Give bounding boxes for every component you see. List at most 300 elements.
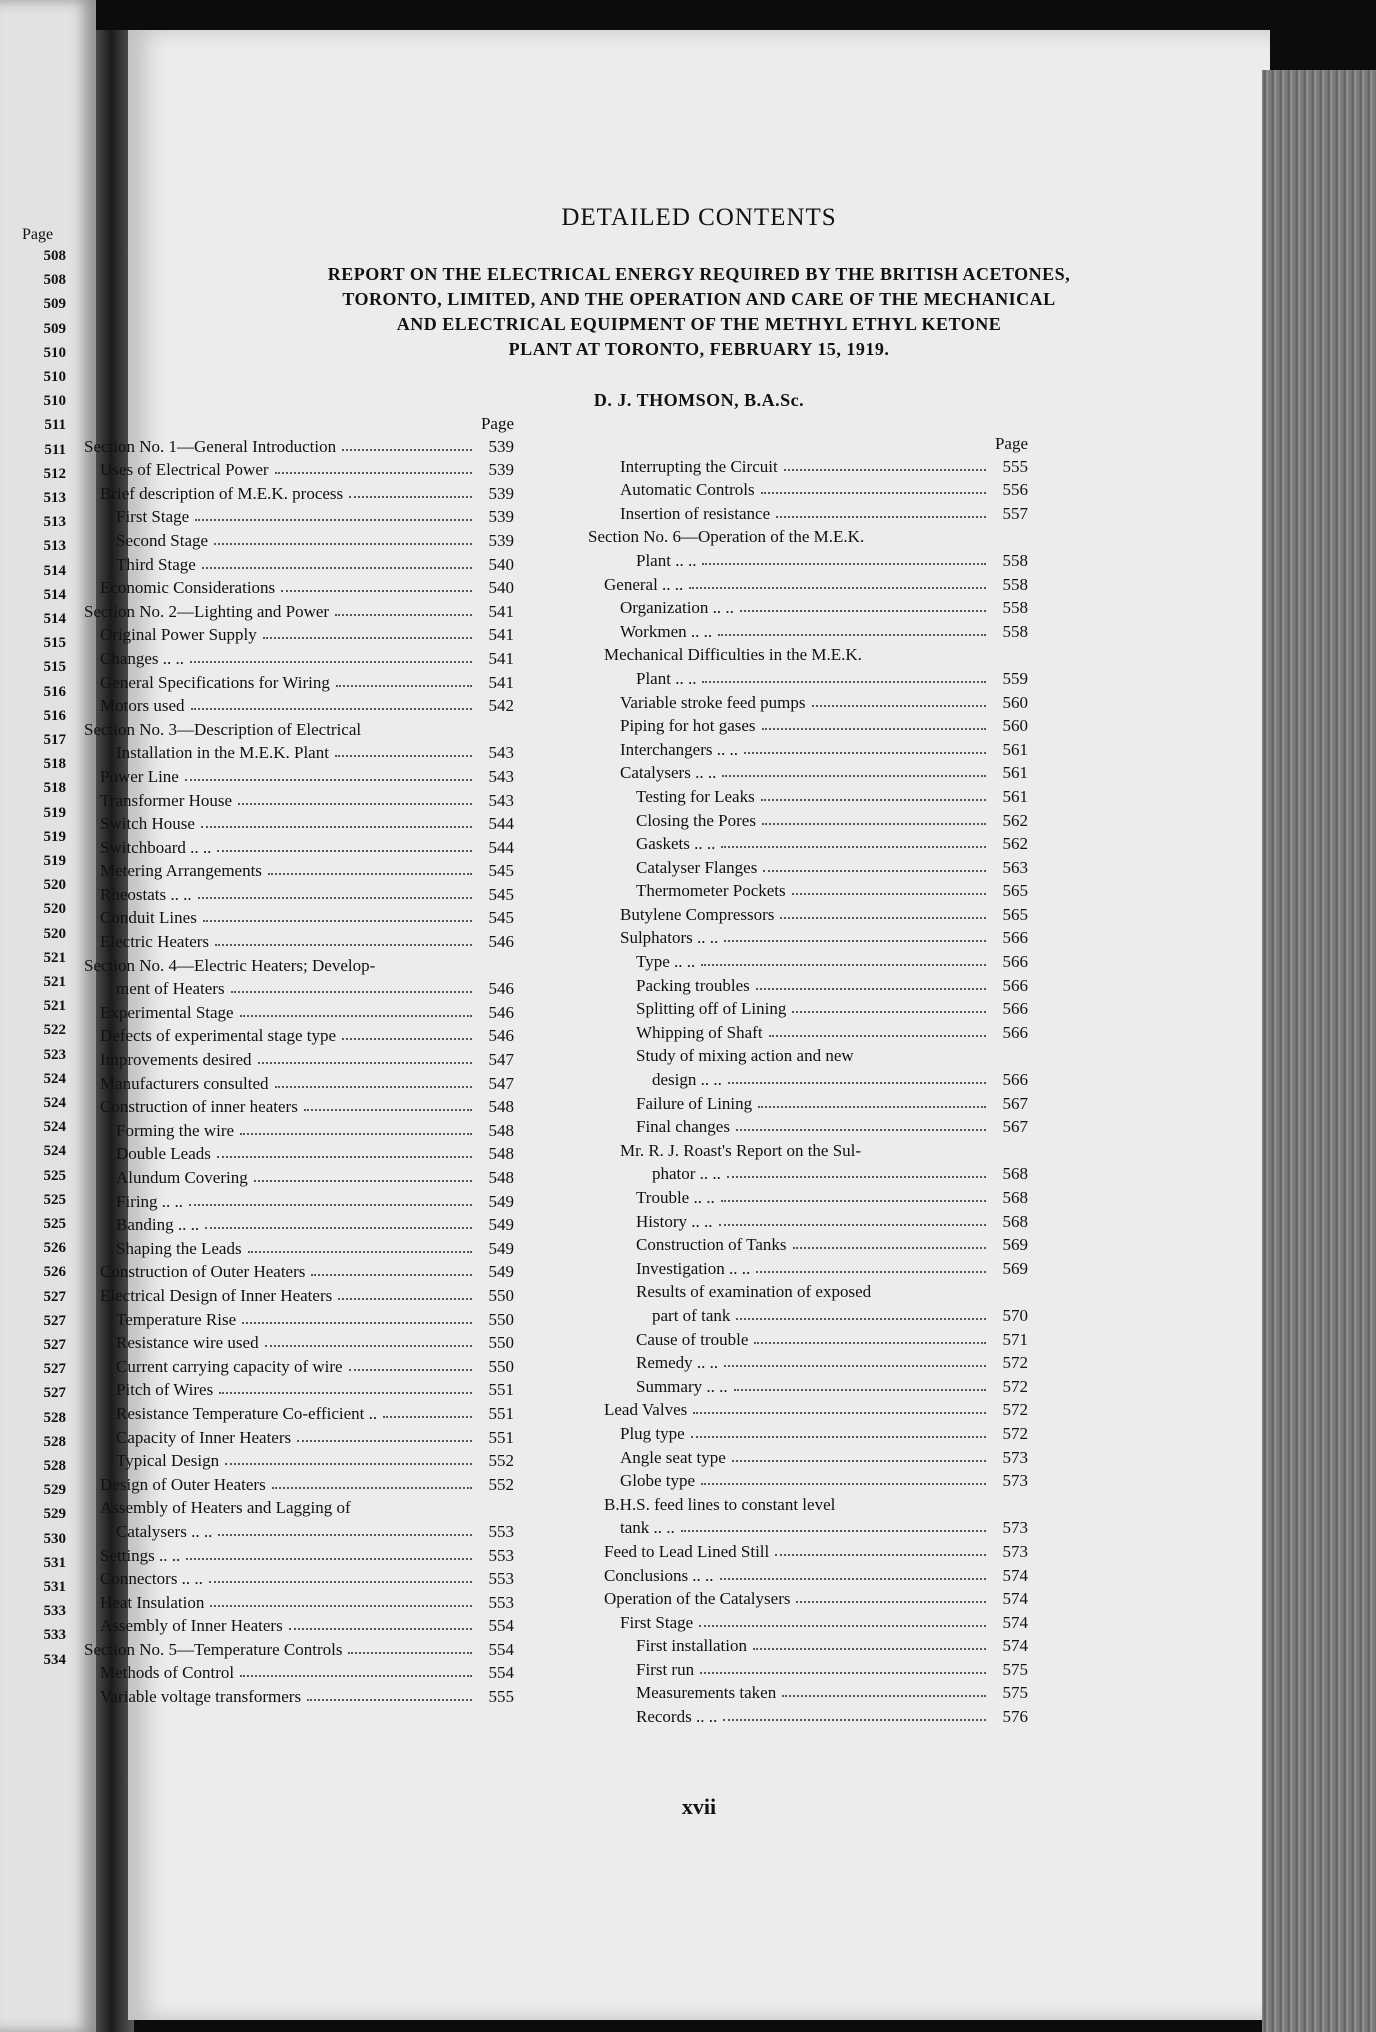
entry-page-number: 547 — [488, 1073, 514, 1093]
contents-entry — [84, 1661, 514, 1685]
contents-entry — [84, 505, 514, 529]
entry-page-number: 552 — [488, 1451, 514, 1471]
entry-page-number: 539 — [488, 436, 514, 456]
entry-page-number: 545 — [488, 908, 514, 928]
contents-entry — [588, 1539, 1028, 1563]
contents-entry — [588, 1445, 1028, 1469]
contents-entry — [588, 1233, 1028, 1257]
entry-title: Closing the Pores — [636, 810, 756, 830]
entry-title: Typical Design — [116, 1451, 220, 1471]
dot-leader — [721, 1200, 986, 1202]
entry-page-number: 559 — [1002, 668, 1028, 688]
entry-page-number: 551 — [488, 1427, 514, 1447]
contents-entry — [84, 646, 514, 670]
entry-page-number: 543 — [488, 790, 514, 810]
entry-page-number: 575 — [1002, 1659, 1028, 1679]
facing-page-number: 524 — [43, 1070, 66, 1087]
contents-entry — [588, 832, 1028, 856]
entry-title: Variable stroke feed pumps — [620, 692, 806, 712]
entry-title: Experimental Stage — [100, 1002, 234, 1022]
entry-page-number: 554 — [488, 1639, 514, 1659]
entry-page-number: 539 — [488, 460, 514, 480]
entry-page-number: 570 — [1002, 1305, 1028, 1325]
entry-title: Forming the wire — [116, 1120, 235, 1140]
contents-entry — [588, 1681, 1028, 1705]
contents-entry — [588, 879, 1028, 903]
facing-page-number: 519 — [43, 853, 66, 869]
entry-title: Butylene Compressors — [620, 904, 775, 924]
entry-page-number: 558 — [1002, 598, 1028, 618]
entry-page-number: 571 — [1002, 1329, 1028, 1349]
entry-page-number: 540 — [488, 554, 514, 574]
entry-title: Conclusions .. .. — [604, 1565, 714, 1585]
dot-leader — [720, 1578, 986, 1580]
dot-leader — [248, 1251, 472, 1253]
dot-leader — [240, 1015, 472, 1017]
facing-page-number: 526 — [43, 1264, 66, 1281]
entry-page-number: 548 — [488, 1120, 514, 1140]
entry-title: Catalysers .. .. — [620, 763, 717, 783]
entry-page-number: 572 — [1002, 1423, 1028, 1443]
contents-entry — [84, 1472, 514, 1496]
contents-entry — [84, 1236, 514, 1260]
contents-entry — [588, 1492, 1028, 1516]
entry-page-number: 551 — [488, 1380, 514, 1400]
entry-page-number: 558 — [1002, 574, 1028, 594]
dot-leader — [693, 1412, 986, 1414]
contents-entry — [588, 643, 1028, 667]
dot-leader — [699, 1625, 986, 1627]
dot-leader — [217, 850, 472, 852]
contents-entry — [588, 1162, 1028, 1186]
entry-title: Defects of experimental stage type — [100, 1026, 337, 1046]
entry-title: Assembly of Heaters and Lagging of — [100, 1498, 351, 1518]
facing-page-number: 513 — [43, 514, 66, 531]
contents-entry — [84, 929, 514, 953]
contents-entry — [84, 623, 514, 647]
facing-page-number: 520 — [43, 877, 66, 894]
entry-title: Type .. .. — [636, 952, 696, 972]
facing-page-number: 518 — [43, 756, 66, 773]
dot-leader — [311, 1274, 472, 1276]
entry-title: design .. .. — [652, 1070, 722, 1090]
dot-leader — [719, 1224, 987, 1226]
entry-title: Section No. 1—General Introduction — [84, 436, 337, 456]
entry-title: Insertion of resistance — [620, 503, 771, 523]
entry-page-number: 565 — [1002, 881, 1028, 901]
entry-page-number: 543 — [488, 743, 514, 763]
contents-entry — [588, 1657, 1028, 1681]
contents-column-right — [588, 434, 1028, 1728]
facing-page-number: 515 — [43, 659, 66, 676]
contents-entry — [84, 1047, 514, 1071]
facing-page-number: 514 — [43, 611, 66, 627]
contents-entry — [588, 997, 1028, 1021]
contents-entry — [588, 902, 1028, 926]
contents-entry — [84, 1118, 514, 1142]
contents-entry — [84, 812, 514, 836]
entry-page-number: 562 — [1002, 834, 1028, 854]
contents-entry — [588, 525, 1028, 549]
dot-leader — [265, 1345, 472, 1347]
contents-entry — [588, 1398, 1028, 1422]
facing-page-number: 520 — [43, 901, 66, 918]
entry-title: Methods of Control — [100, 1663, 235, 1683]
contents-entry — [588, 1563, 1028, 1587]
facing-page-number: 520 — [43, 925, 66, 942]
contents-entry — [588, 619, 1028, 643]
contents-entry — [84, 1401, 514, 1425]
facing-page-number: 530 — [43, 1530, 66, 1547]
facing-page-number: 515 — [43, 635, 66, 652]
entry-page-number: 554 — [488, 1616, 514, 1636]
page-title: DETAILED CONTENTS — [561, 204, 837, 231]
facing-page-number: 516 — [43, 683, 66, 700]
dot-leader — [701, 1483, 986, 1485]
entry-title: Section No. 6—Operation of the M.E.K. — [588, 527, 865, 547]
entry-title: Capacity of Inner Heaters — [116, 1427, 292, 1447]
dot-leader — [201, 826, 472, 828]
contents-entry — [84, 764, 514, 788]
entry-page-number: 541 — [488, 648, 514, 668]
entry-page-number: 555 — [1002, 456, 1028, 476]
contents-entry — [84, 882, 514, 906]
contents-entry — [84, 1449, 514, 1473]
contents-entry — [84, 1213, 514, 1237]
facing-page-number: 534 — [43, 1651, 66, 1668]
contents-entry — [84, 1024, 514, 1048]
dot-leader — [756, 1271, 986, 1273]
dot-leader — [218, 1534, 472, 1536]
entry-title: Settings .. .. — [100, 1545, 181, 1565]
facing-page-number: 529 — [43, 1482, 66, 1499]
contents-entry — [84, 1496, 514, 1520]
entry-page-number: 546 — [488, 1026, 514, 1046]
contents-entry — [84, 1637, 514, 1661]
facing-page-number: 522 — [43, 1022, 66, 1039]
dot-leader — [335, 614, 472, 616]
entry-page-number: 554 — [488, 1663, 514, 1683]
facing-page-number: 519 — [43, 804, 66, 821]
dot-leader — [335, 755, 472, 757]
dot-leader — [689, 587, 986, 589]
entry-title: Uses of Electrical Power — [100, 460, 269, 480]
entry-page-number: 548 — [488, 1144, 514, 1164]
dot-leader — [761, 492, 986, 494]
contents-entry — [84, 599, 514, 623]
facing-page-number: 525 — [43, 1191, 66, 1208]
entry-title: Metering Arrangements — [100, 861, 262, 881]
facing-page-number: 528 — [43, 1433, 66, 1450]
entry-page-number: 574 — [1002, 1565, 1028, 1585]
entry-title: First run — [636, 1659, 695, 1679]
dot-leader — [219, 1392, 472, 1394]
facing-page-number: 525 — [43, 1167, 66, 1184]
facing-page-number: 510 — [43, 393, 66, 410]
entry-title: Pitch of Wires — [116, 1380, 214, 1400]
facing-page-number: 518 — [43, 780, 66, 797]
page-number: xvii — [681, 1794, 717, 1819]
entry-title: General Specifications for Wiring — [100, 672, 330, 692]
facing-page-number: 509 — [43, 296, 66, 313]
contents-entry — [84, 694, 514, 718]
facing-page-number: 525 — [43, 1216, 66, 1232]
dot-leader — [189, 1204, 472, 1206]
dot-leader — [263, 637, 472, 639]
entry-page-number: 552 — [488, 1474, 514, 1494]
entry-title: Section No. 5—Temperature Controls — [84, 1639, 343, 1659]
entry-page-number: 549 — [488, 1215, 514, 1235]
entry-title: Electrical Design of Inner Heaters — [100, 1285, 333, 1305]
facing-page-number: 513 — [43, 538, 66, 555]
entry-title: Thermometer Pockets — [636, 881, 786, 901]
entry-page-number: 544 — [488, 814, 514, 834]
dot-leader — [736, 1129, 986, 1131]
dot-leader — [758, 1106, 986, 1108]
entry-title: First installation — [636, 1636, 747, 1656]
contents-entry — [84, 1142, 514, 1166]
entry-page-number: 539 — [488, 530, 514, 550]
entry-page-number: 548 — [488, 1097, 514, 1117]
facing-page-number: 510 — [43, 369, 66, 385]
entry-title: Construction of inner heaters — [100, 1097, 298, 1117]
entry-page-number: 546 — [488, 979, 514, 999]
facing-page-number: 508 — [43, 272, 66, 289]
facing-page-number: 524 — [43, 1095, 66, 1111]
dot-leader — [724, 1365, 986, 1367]
contents-entry — [588, 1587, 1028, 1611]
dot-leader — [275, 1086, 472, 1088]
contents-entry — [84, 788, 514, 812]
entry-title: Banding .. .. — [116, 1215, 200, 1235]
facing-page-number: 521 — [43, 949, 66, 966]
facing-page-number: 512 — [43, 465, 66, 482]
contents-entry — [588, 1303, 1028, 1327]
entry-title: Workmen .. .. — [620, 621, 713, 641]
entry-title: Organization .. .. — [620, 598, 734, 618]
entry-title: Splitting off of Lining — [636, 999, 787, 1019]
report-title-line: TORONTO, LIMITED, AND THE OPERATION AND CARE OF THE MECHANICAL — [342, 289, 1056, 309]
dot-leader — [761, 799, 986, 801]
contents-entry — [588, 973, 1028, 997]
entry-page-number: 549 — [488, 1238, 514, 1258]
entry-title: Catalysers .. .. — [116, 1521, 213, 1541]
entry-title: Resistance wire used — [116, 1333, 259, 1353]
entry-page-number: 560 — [1002, 716, 1028, 736]
dot-leader — [242, 1322, 472, 1324]
entry-title: Piping for hot gases — [620, 716, 756, 736]
entry-page-number: 549 — [488, 1191, 514, 1211]
facing-page-number: 531 — [43, 1579, 66, 1595]
dot-leader — [775, 1554, 986, 1556]
entry-title: Mechanical Difficulties in the M.E.K. — [604, 645, 862, 665]
entry-title: Original Power Supply — [100, 625, 257, 645]
author-line: D. J. THOMSON, B.A.Sc. — [593, 390, 805, 410]
entry-page-number: 549 — [488, 1262, 514, 1282]
dot-leader — [209, 1581, 472, 1583]
facing-page-number: 523 — [43, 1046, 66, 1063]
entry-page-number: 576 — [1002, 1707, 1028, 1727]
dot-leader — [349, 496, 472, 498]
entry-page-number: 561 — [1002, 763, 1028, 783]
entry-page-number: 560 — [1002, 692, 1028, 712]
entry-title: Connectors .. .. — [100, 1569, 203, 1589]
contents-entry — [84, 859, 514, 883]
entry-page-number: 575 — [1002, 1683, 1028, 1703]
entry-page-number: 573 — [1002, 1471, 1028, 1491]
dot-leader — [762, 823, 986, 825]
contents-column-left — [84, 414, 514, 1708]
entry-page-number: 568 — [1002, 1188, 1028, 1207]
dot-leader — [205, 1227, 472, 1229]
entry-page-number: 546 — [488, 1002, 514, 1022]
entry-page-number: 567 — [1002, 1093, 1028, 1113]
dot-leader — [281, 590, 472, 592]
dot-leader — [215, 944, 472, 946]
entry-title: Current carrying capacity of wire — [116, 1356, 343, 1376]
contents-entry — [84, 906, 514, 930]
facing-page-number: 527 — [43, 1385, 66, 1402]
dot-leader — [307, 1699, 472, 1701]
contents-entry — [84, 1000, 514, 1024]
dot-leader — [728, 1082, 986, 1084]
dot-leader — [289, 1628, 472, 1630]
entry-title: Testing for Leaks — [636, 786, 755, 806]
entry-title: Mr. R. J. Roast's Report on the Sul- — [620, 1140, 862, 1160]
dot-leader — [784, 469, 986, 471]
facing-page-number: 508 — [43, 248, 66, 264]
entry-title: Third Stage — [116, 554, 196, 574]
dot-leader — [734, 1389, 986, 1391]
contents-entry — [588, 1185, 1028, 1209]
contents-entry — [588, 548, 1028, 572]
contents-entry — [588, 949, 1028, 973]
facing-page-number: 514 — [43, 562, 66, 579]
entry-page-number: 541 — [488, 672, 514, 692]
dot-leader — [812, 705, 986, 707]
dot-leader — [190, 661, 472, 663]
dot-leader — [736, 1318, 986, 1320]
dot-leader — [268, 873, 472, 875]
entry-page-number: 561 — [1002, 739, 1028, 759]
contents-entry — [84, 1567, 514, 1591]
entry-title: Section No. 3—Description of Electrical — [84, 719, 362, 739]
entry-page-number: 561 — [1002, 786, 1028, 806]
entry-title: Results of examination of exposed — [636, 1282, 872, 1302]
facing-page-number: 521 — [43, 974, 66, 990]
dot-leader — [186, 1558, 472, 1560]
entry-title: Interchangers .. .. — [620, 739, 739, 759]
entry-page-number: 574 — [1002, 1612, 1028, 1632]
entry-page-number: 557 — [1002, 503, 1028, 523]
contents-entry — [588, 855, 1028, 879]
facing-page-number: 513 — [43, 490, 66, 506]
entry-page-number: 555 — [488, 1687, 514, 1707]
entry-page-number: 568 — [1002, 1211, 1028, 1231]
entry-title: First Stage — [620, 1612, 694, 1632]
dot-leader — [723, 1719, 986, 1721]
dot-leader — [348, 1652, 472, 1654]
dot-leader — [724, 940, 986, 942]
dot-leader — [202, 567, 472, 569]
dot-leader — [701, 964, 986, 966]
dot-leader — [721, 846, 986, 848]
facing-page-number: 516 — [43, 707, 66, 724]
entry-title: Improvements desired — [100, 1050, 252, 1070]
entry-page-number: 566 — [1002, 975, 1028, 995]
entry-title: Sulphators .. .. — [620, 928, 719, 948]
entry-title: Whipping of Shaft — [636, 1022, 763, 1042]
entry-page-number: 553 — [488, 1592, 514, 1612]
entry-title: Switch House — [100, 814, 195, 834]
entry-page-number: 572 — [1002, 1376, 1028, 1396]
entry-title: Firing .. .. — [116, 1191, 184, 1211]
dot-leader — [217, 1156, 472, 1158]
contents-entry — [84, 717, 514, 741]
entry-page-number: 572 — [1002, 1400, 1028, 1420]
facing-page-number: 527 — [43, 1288, 66, 1305]
entry-page-number: 547 — [488, 1050, 514, 1070]
dot-leader — [691, 1436, 986, 1438]
entry-title: Changes .. .. — [100, 648, 185, 668]
facing-page-number: 531 — [43, 1554, 66, 1571]
entry-page-number: 573 — [1002, 1447, 1028, 1467]
contents-entry — [588, 1256, 1028, 1280]
dot-leader — [203, 920, 472, 922]
entry-title: tank .. .. — [620, 1518, 675, 1538]
contents-entry — [84, 670, 514, 694]
entry-title: Lead Valves — [604, 1400, 688, 1420]
entry-page-number: 543 — [488, 766, 514, 786]
contents-page — [84, 30, 1270, 2020]
dot-leader — [185, 779, 472, 781]
entry-page-number: 541 — [488, 625, 514, 645]
contents-entry — [84, 1189, 514, 1213]
entry-page-number: 551 — [488, 1403, 514, 1423]
dot-leader — [793, 1247, 986, 1249]
dot-leader — [744, 752, 986, 754]
entry-title: Installation in the M.E.K. Plant — [116, 743, 329, 763]
facing-page-number: 527 — [43, 1361, 66, 1378]
facing-page-number: 533 — [43, 1627, 66, 1644]
contents-entry — [84, 1519, 514, 1543]
entry-page-number: 553 — [488, 1569, 514, 1589]
entry-page-number: 545 — [488, 884, 514, 904]
entry-title: Plug type — [620, 1423, 685, 1443]
dot-leader — [304, 1109, 472, 1111]
dot-leader — [763, 870, 986, 872]
entry-page-number: 546 — [488, 932, 514, 952]
entry-page-number: 540 — [488, 578, 514, 598]
entry-title: Investigation .. .. — [636, 1258, 751, 1278]
entry-page-number: 569 — [1002, 1235, 1028, 1255]
dot-leader — [342, 449, 472, 451]
entry-title: Gaskets .. .. — [636, 834, 716, 854]
facing-page-number: 519 — [43, 828, 66, 845]
entry-page-number: 539 — [488, 507, 514, 527]
entry-page-number: 568 — [1002, 1164, 1028, 1184]
contents-entry — [588, 501, 1028, 525]
entry-page-number: 572 — [1002, 1353, 1028, 1373]
facing-page-number: 526 — [43, 1240, 66, 1257]
entry-title: Alundum Covering — [116, 1168, 248, 1187]
entry-title: Operation of the Catalysers — [604, 1589, 791, 1609]
entry-title: Construction of Tanks — [636, 1235, 787, 1255]
facing-page-number: 529 — [43, 1506, 66, 1523]
entry-title: Heat Insulation — [100, 1592, 205, 1612]
contents-entry — [588, 1610, 1028, 1634]
contents-entry — [588, 1280, 1028, 1304]
